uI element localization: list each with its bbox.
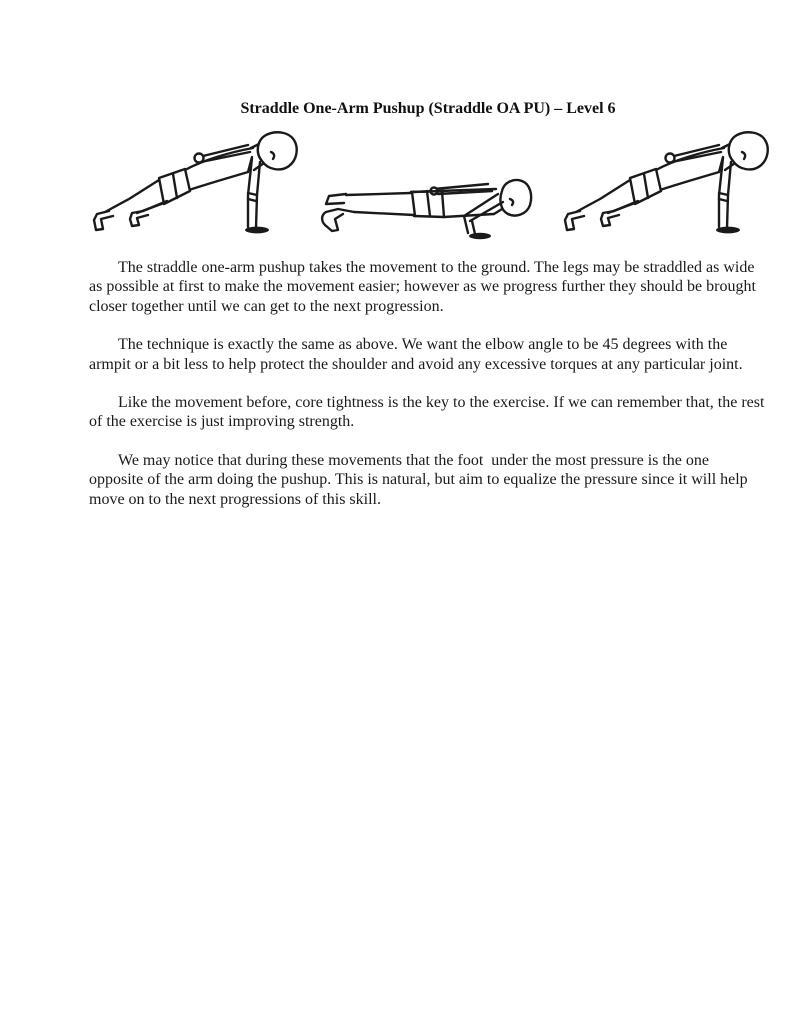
pushup-top-position-illustration — [85, 127, 315, 240]
hand-on-ground — [245, 227, 269, 234]
pushup-top-position-drawing — [85, 127, 315, 240]
pushup-top-position-illustration — [556, 127, 786, 240]
paragraph-4: We may notice that during these movements that the foot under the most pressure is the one opposite of the arm doing the pushup. This is natural, but aim to equalize the pressure since it will help move on to the next progressions of this skill. — [89, 451, 752, 508]
paragraph-1: The straddle one-arm pushup takes the movement to the ground. The legs may be straddled as wide as possible at first to make the movement easier; however as we progress further they should be brought closer together until we can get to the next progression. — [89, 259, 760, 315]
hand-on-ground — [469, 233, 491, 239]
body-text — [89, 258, 769, 528]
pushup-bottom-position-illustration — [316, 161, 548, 244]
hand-on-ground — [716, 227, 740, 234]
pushup-top-position-drawing — [556, 127, 786, 240]
paragraph-3: Like the movement before, core tightness is the key to the exercise. If we can remember that, the rest of the exercise is just improving strength. — [89, 394, 769, 431]
page-title: Straddle One-Arm Pushup (Straddle OA PU) – Level 6 — [240, 99, 616, 117]
paragraph-2: The technique is exactly the same as above. We want the elbow angle to be 45 degrees with the armpit or a bit less to help protect the shoulder and avoid any excessive torques at any particular joint. — [89, 336, 743, 373]
pushup-bottom-position-drawing — [316, 161, 548, 244]
